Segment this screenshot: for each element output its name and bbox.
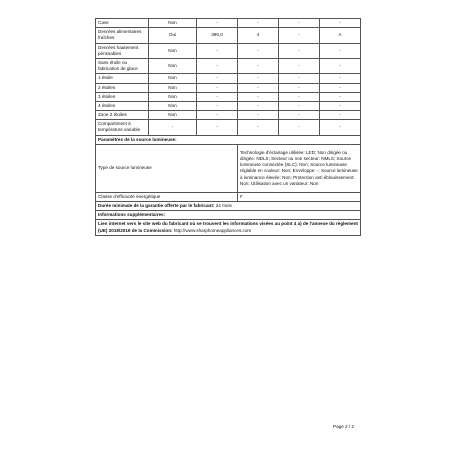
energy-class-row [96, 192, 361, 201]
compartment-cell: A [320, 28, 361, 43]
light-source-header-row [96, 135, 361, 144]
compartment-cell: - [279, 120, 320, 135]
compartment-cell: - [320, 120, 361, 135]
compartment-cell: - [238, 58, 279, 73]
compartment-label: Denrées hautement périssables [96, 43, 149, 58]
compartment-cell: - [238, 83, 279, 92]
compartment-cell: Non [149, 101, 197, 110]
compartment-cell: - [279, 111, 320, 120]
compartment-row [96, 101, 361, 110]
light-source-type-value: Technologie d'éclairage utilisée: LED; Non dirigée ou dirigée: NDLS; Secteur ou non secteur: NMLS; Source lumineuse connectée (SLC): Non; Source lumineuse réglable en couleur: Non; Enveloppe: -; Source lumineuse à luminance élevée: Non; Protection anti éblouissement: Non; Utilisation avec un variateur: Non [238, 144, 361, 192]
compartment-label: Zone 2 étoiles [96, 111, 149, 120]
compartment-row [96, 83, 361, 92]
compartment-cell: - [279, 19, 320, 28]
compartment-row [96, 28, 361, 43]
compartment-cell: - [238, 43, 279, 58]
compartment-cell: - [320, 43, 361, 58]
compartment-cell: Non [149, 111, 197, 120]
compartment-cell: - [197, 19, 238, 28]
compartment-rows [96, 19, 361, 136]
additional-header: Informations supplémentaires: [96, 211, 361, 220]
compartment-cell: - [320, 83, 361, 92]
compartment-cell: - [197, 111, 238, 120]
compartment-cell: - [197, 101, 238, 110]
compartment-label: 3 étoiles [96, 92, 149, 101]
compartment-cell: - [238, 92, 279, 101]
compartment-row [96, 43, 361, 58]
additional-header-row [96, 211, 361, 220]
compartment-cell: - [320, 111, 361, 120]
energy-class-value: F [238, 192, 361, 201]
compartment-label: 4 étoiles [96, 101, 149, 110]
compartment-label: 1 étoile [96, 74, 149, 83]
compartment-label: 2 étoiles [96, 83, 149, 92]
compartment-cell: Oui [149, 28, 197, 43]
compartment-cell: - [320, 19, 361, 28]
compartment-cell: - [320, 74, 361, 83]
compartment-cell: Non [149, 58, 197, 73]
light-source-header: Paramètres de la source lumineuse: [96, 135, 361, 144]
compartment-cell: - [197, 58, 238, 73]
compartment-cell: - [320, 101, 361, 110]
compartment-row [96, 74, 361, 83]
compartment-cell: Non [149, 92, 197, 101]
compartment-label: Cave [96, 19, 149, 28]
manufacturer-link[interactable]: http://www.sharphomeappliances.com [173, 227, 252, 233]
compartment-label: Compartiment à température variable [96, 120, 149, 135]
warranty-label: Durée minimale de la garantie offerte par le fabricant: [98, 203, 215, 208]
compartment-row [96, 92, 361, 101]
light-source-type-label: Type de source lumineuse [96, 144, 238, 192]
compartment-cell: Non [149, 19, 197, 28]
compartment-cell: - [238, 111, 279, 120]
compartment-cell: - [279, 83, 320, 92]
compartment-cell: - [279, 101, 320, 110]
compartment-cell: - [197, 74, 238, 83]
compartment-cell: - [320, 92, 361, 101]
compartment-cell: - [197, 120, 238, 135]
compartment-cell: Non [149, 43, 197, 58]
compartment-cell: Non [149, 83, 197, 92]
compartment-cell: Non [149, 74, 197, 83]
warranty-value: 24 mois [215, 203, 232, 208]
compartment-label: Denrées alimentaires fraîches [96, 28, 149, 43]
compartment-cell: 396,0 [197, 28, 238, 43]
compartment-label: Sans étoile ou fabrication de glace [96, 58, 149, 73]
compartment-row [96, 58, 361, 73]
energy-class-label: Classe d'efficacité énergétique [96, 192, 238, 201]
link-label: Lien internet vers le site web du fabricant où se trouvent les informations visées au point 4 a) de l'annexe du règlement (UE) 2019/2019 de la Commission: [98, 221, 358, 233]
compartment-cell: - [279, 43, 320, 58]
link-cell [96, 220, 361, 235]
compartment-cell: - [279, 92, 320, 101]
compartment-cell: - [279, 74, 320, 83]
link-row [96, 220, 361, 235]
compartment-cell: - [197, 92, 238, 101]
compartment-cell: - [238, 120, 279, 135]
product-info-table [95, 18, 361, 236]
compartment-cell: - [238, 101, 279, 110]
compartment-cell: - [197, 43, 238, 58]
compartment-cell: - [238, 19, 279, 28]
compartment-cell: - [279, 28, 320, 43]
compartment-cell: 4 [238, 28, 279, 43]
compartment-cell: - [149, 120, 197, 135]
compartment-cell: - [197, 83, 238, 92]
warranty-row [96, 202, 361, 211]
compartment-cell: - [279, 58, 320, 73]
light-source-type-row [96, 144, 361, 192]
compartment-row [96, 120, 361, 135]
compartment-row [96, 111, 361, 120]
compartment-cell: - [320, 58, 361, 73]
compartment-row [96, 19, 361, 28]
page-number: Page 2 / 2 [333, 424, 354, 429]
warranty-cell [96, 202, 361, 211]
compartment-cell: - [238, 74, 279, 83]
